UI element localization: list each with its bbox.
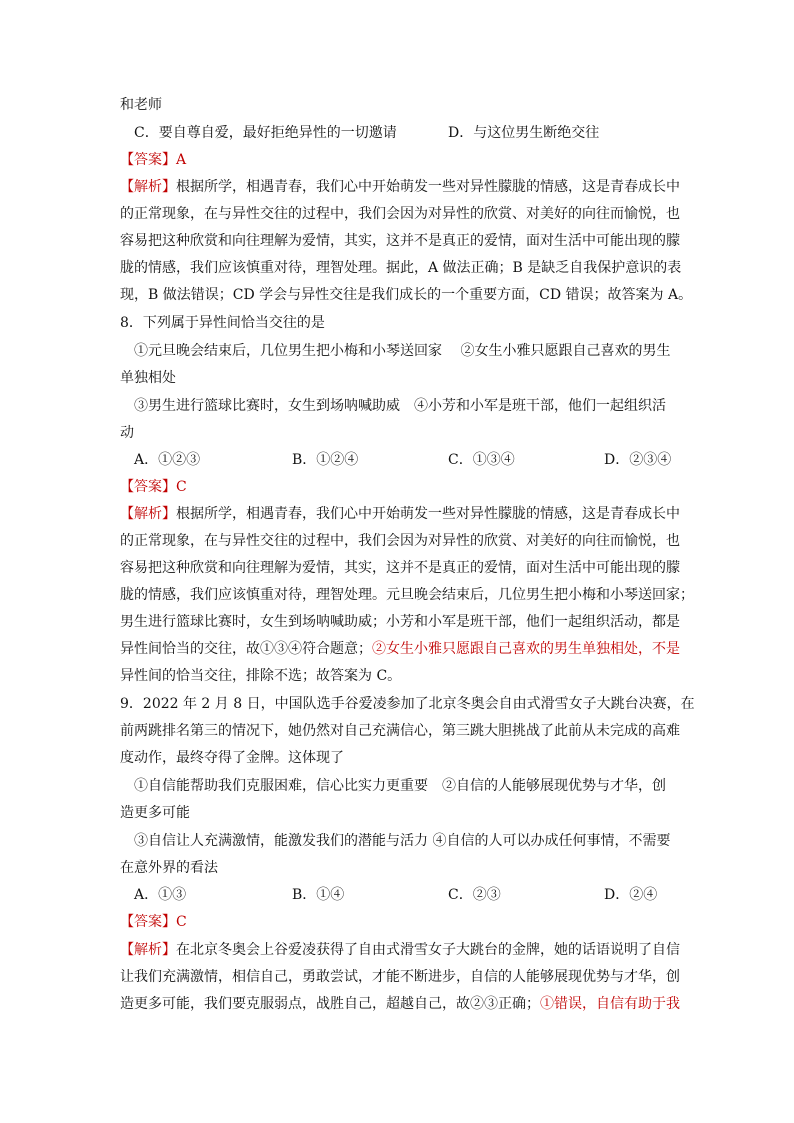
q9-statement-4-cont: 在意外界的看法 (120, 860, 218, 876)
q9-explanation-line-1: 【解析】在北京冬奥会上谷爱凌获得了自由式滑雪女子大跳台的金牌，她的话语说明了自信 (120, 942, 680, 958)
q9-explanation-tag: 【解析】 (120, 942, 176, 958)
q7-explanation-line-1: 【解析】根据所学，相遇青春，我们心中开始萌发一些对异性朦胧的情感，这是青春成长中 (120, 179, 680, 195)
q9-statement-3-4: ③自信让人充满激情，能激发我们的潜能与活力 ④自信的人可以办成任何事情，不需要 (134, 833, 671, 849)
q9-statement-2-cont: 造更多可能 (120, 805, 190, 821)
q9-explanation-red: ①错误，自信有助于我 (540, 996, 680, 1012)
q8-statement-4-cont: 动 (120, 425, 134, 441)
q8-explanation-tag: 【解析】 (120, 506, 176, 522)
q8-explanation-line-7: 异性间的恰当交往，排除不选；故答案为 C。 (120, 668, 402, 684)
q7-explanation-tag: 【解析】 (120, 179, 176, 195)
q8-explanation-red: ②女生小雅只愿跟自己喜欢的男生单独相处，不是 (372, 641, 680, 657)
q9-option-a: A．①③ (134, 887, 187, 903)
q9-explanation-line-3: 造更多可能，我们要克服弱点，战胜自己，超越自己，故②③正确；①错误，自信有助于我 (120, 996, 680, 1012)
q9-answer: 【答案】C (120, 914, 187, 930)
q9-explanation-line-2: 让我们充满激情，相信自己，勇敢尝试，才能不断进步，自信的人能够展现优势与才华，创 (120, 969, 680, 985)
q9-option-b: B．①④ (292, 887, 345, 903)
q7-explanation-line-5: 现，B 做法错误；CD 学会与异性交往是我们成长的一个重要方面，CD 错误；故答案为 A。 (120, 287, 693, 303)
q8-explanation-line-2: 的正常现象，在与异性交往的过程中，我们会因为对异性的欣赏、对美好的向往而愉悦，也 (120, 533, 680, 549)
q8-option-d: D．②③④ (604, 452, 672, 468)
q8-explanation-line-6: 异性间恰当的交往，故①③④符合题意；②女生小雅只愿跟自己喜欢的男生单独相处，不是 (120, 641, 680, 657)
q9-stem-line-3: 度动作，最终夺得了金牌。这体现了 (120, 750, 344, 766)
q9-option-c: C．②③ (448, 887, 501, 903)
q7-stem-continuation: 和老师 (120, 97, 162, 113)
q7-explanation-line-3: 容易把这种欣赏和向往理解为爱情，其实，这并不是真正的爱情，面对生活中可能出现的朦 (120, 233, 680, 249)
q9-option-d: D．②④ (604, 887, 658, 903)
q8-statement-1-2: ①元旦晚会结束后，几位男生把小梅和小琴送回家 ②女生小雅只愿跟自己喜欢的男生 (134, 343, 671, 359)
q8-option-c: C．①③④ (448, 452, 515, 468)
q8-explanation-line-3: 容易把这种欣赏和向往理解为爱情，其实，这并不是真正的爱情，面对生活中可能出现的朦 (120, 560, 680, 576)
q8-statement-2-cont: 单独相处 (120, 370, 176, 386)
q8-explanation-line-5: 男生进行篮球比赛时，女生到场呐喊助威；小芳和小军是班干部，他们一起组织活动，都是 (120, 614, 680, 630)
q8-option-b: B．①②④ (292, 452, 359, 468)
q7-explanation-line-4: 胧的情感，我们应该慎重对待，理智处理。据此，A 做法正确；B 是缺乏自我保护意识的表 (120, 260, 682, 276)
q8-answer: 【答案】C (120, 479, 187, 495)
q7-explanation-line-2: 的正常现象，在与异性交往的过程中，我们会因为对异性的欣赏、对美好的向往而愉悦，也 (120, 206, 680, 222)
q7-option-d: D．与这位男生断绝交往 (448, 125, 600, 141)
q8-stem: 8．下列属于异性间恰当交往的是 (120, 315, 325, 331)
q8-explanation-line-1: 【解析】根据所学，相遇青春，我们心中开始萌发一些对异性朦胧的情感，这是青春成长中 (120, 506, 680, 522)
q7-answer: 【答案】A (120, 152, 187, 168)
q9-stem-line-1: 9．2022 年 2 月 8 日，中国队选手谷爱凌参加了北京冬奥会自由式滑雪女子大跳台决赛，在 (120, 696, 695, 712)
q8-explanation-line-4: 胧的情感，我们应该慎重对待，理智处理。元旦晚会结束后，几位男生把小梅和小琴送回家； (120, 587, 694, 603)
q9-stem-line-2: 前两跳排名第三的情况下，她仍然对自己充满信心，第三跳大胆挑战了此前从未完成的高难 (120, 723, 680, 739)
q8-statement-3-4: ③男生进行篮球比赛时，女生到场呐喊助威 ④小芳和小军是班干部，他们一起组织活 (134, 398, 666, 414)
q9-statement-1-2: ①自信能帮助我们克服困难，信心比实力更重要 ②自信的人能够展现优势与才华，创 (134, 778, 666, 794)
q7-option-c: C．要自尊自爱，最好拒绝异性的一切邀请 (134, 125, 397, 141)
q8-option-a: A．①②③ (134, 452, 201, 468)
